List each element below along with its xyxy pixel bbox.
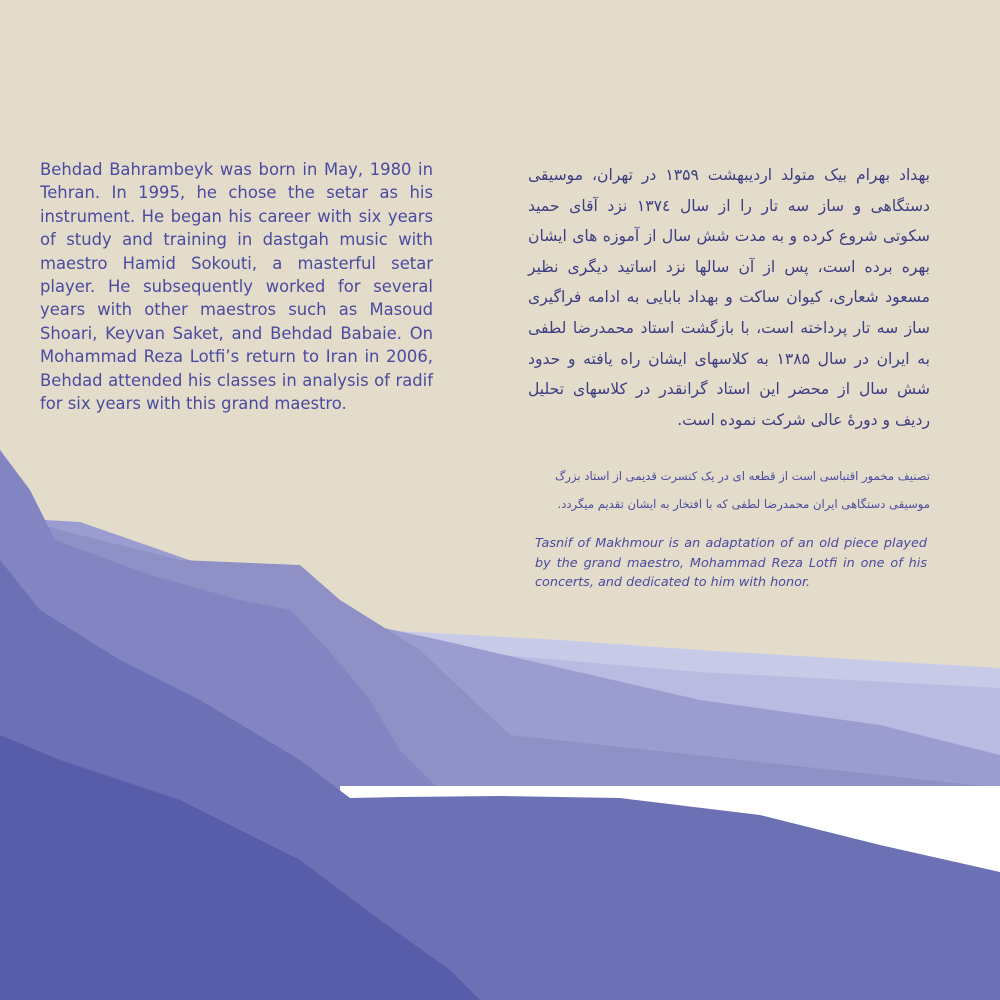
persian-dedication-note <box>530 462 930 518</box>
english-biography: Behdad Bahrambeyk was born in May, 1980 in Tehran. In 1995, he chose the setar as his instrument. He began his career with six years of study and training in dastgah music with maestro Hamid Sokouti, a masterful setar player. He subsequently worked for several years with other maestros such as Masoud Shoari, Keyvan Saket, and Behdad Babaie. On Mohammad Reza Lotfi’s return to Iran in 2006, Behdad attended his classes in analysis of radif for six years with this grand maestro. <box>40 160 433 414</box>
persian-biography: بهداد بهرام بیک متولد اردیبهشت ۱۳۵۹ در تهران، موسیقی دستگاهی و ساز سه تار را از سال ۱۳۷٤ نزد آقای حمید سکوتی شروع کرده و به مدت شش سال از آموزه های ایشان بهره برده است، پس از آن سالها نزد اساتید دیگری نظیر مسعود شعاری، کیوان ساکت و بهداد بابایی به ادامه فراگیری ساز سه تار پرداخته است، با بازگشت استاد محمدرضا لطفی به ایران در سال ۱۳۸۵ به کلاسهای ایشان راه یافته و حدود شش سال از محضر این استاد گرانقدر در کلاسهای تحلیل ردیف و دورهٔ عالی شرکت نموده است. <box>528 166 930 429</box>
persian-note-line-2: موسیقی دستگاهی ایران محمدرضا لطفی که با افتخار به ایشان تقدیم میگردد. <box>557 497 930 511</box>
persian-note-line-1: تصنیف مخمور اقتباسی است از قطعه ای در یک کنسرت قدیمی از استاد بزرگ <box>555 469 930 483</box>
english-dedication-note: Tasnif of Makhmour is an adaptation of an old piece played by the grand maestro, Mohammad Reza Lotfi in one of his concerts, and dedicated to him with honor. <box>535 536 927 590</box>
